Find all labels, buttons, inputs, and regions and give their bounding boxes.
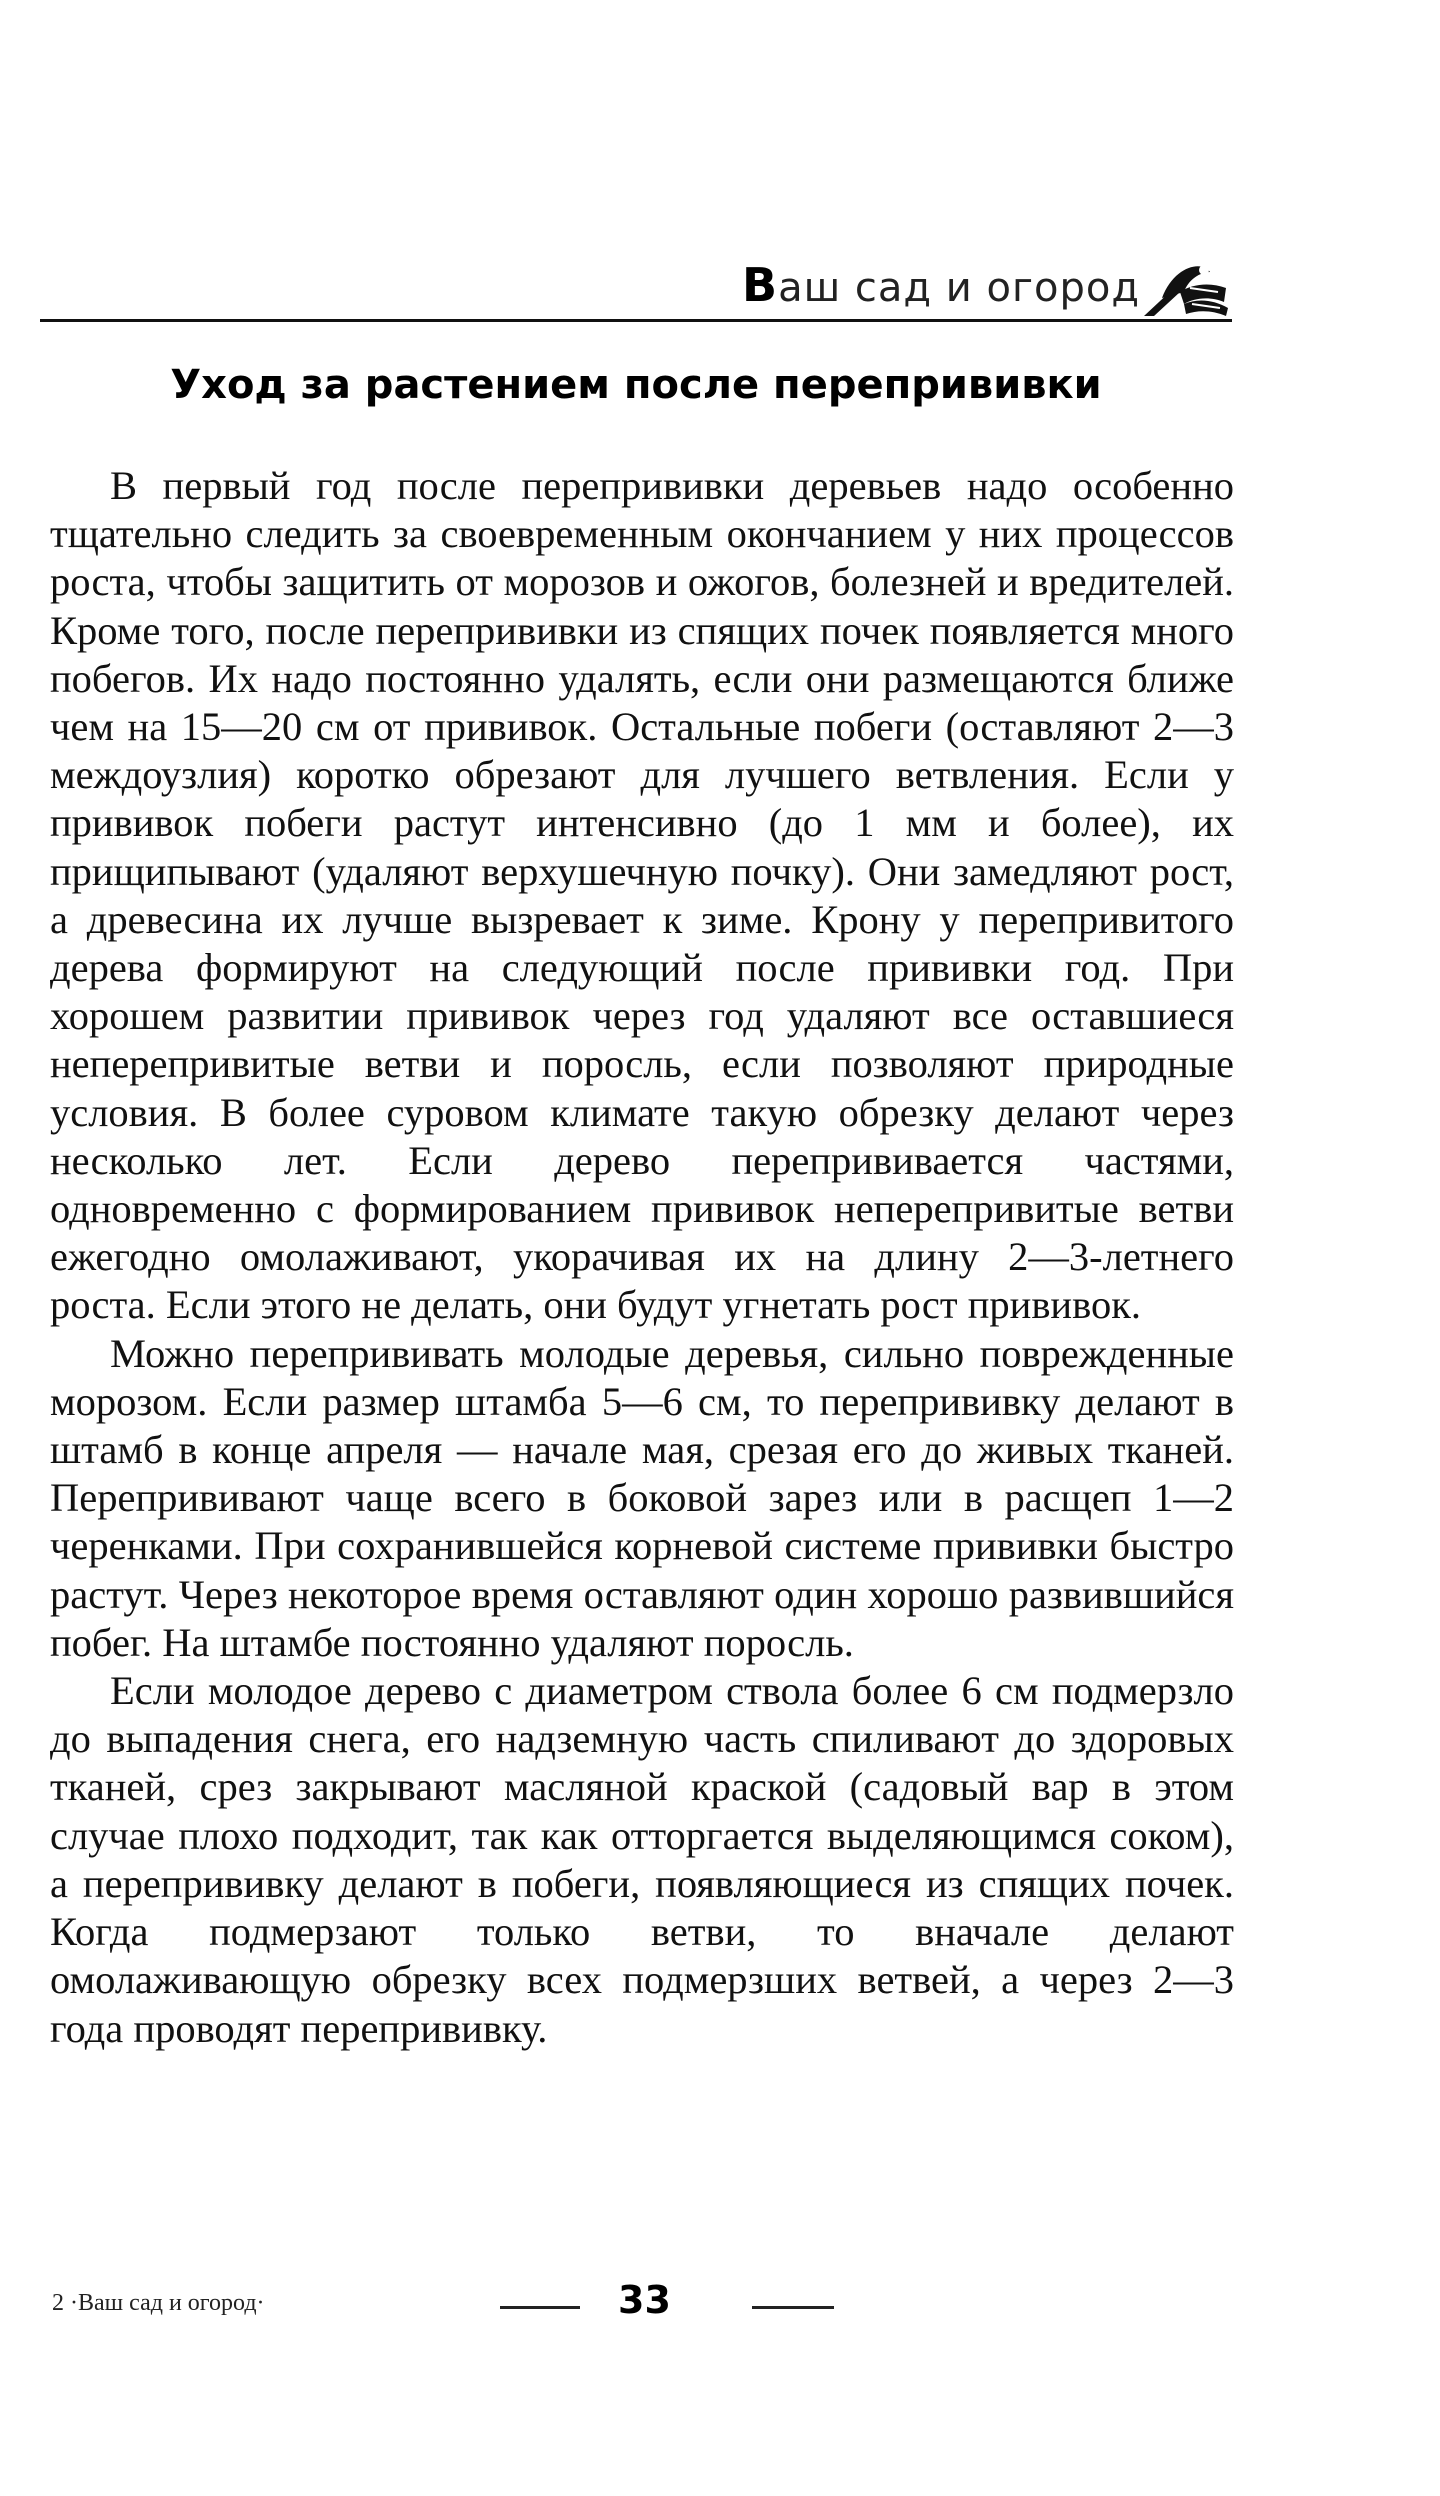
running-head-title: аш сад и огород bbox=[778, 265, 1140, 311]
running-head-text bbox=[742, 258, 1140, 312]
header-rule bbox=[40, 319, 1232, 322]
page-number: 33 bbox=[618, 2278, 671, 2322]
folio-rule-right bbox=[752, 2306, 834, 2309]
printer-signature: 2 ·Ваш сад и огород· bbox=[52, 2290, 265, 2316]
paragraph: Можно перепрививать молодые деревья, сильно поврежденные морозом. Если размер штамба 5—6 см, то перепрививку делают в штамб в конце апреля — начале мая, срезая его до живых тканей. Перепрививают чаще всего в боковой зарез или в расщеп 1—2 черенками. При сохранившейся корневой системе прививки быстро растут. Через некоторое время оставляют один хорошо развившийся побег. На штамбе постоянно удаляют поросль. bbox=[50, 1330, 1234, 1665]
running-head-initial: В bbox=[742, 258, 779, 312]
folio-rule-left bbox=[500, 2306, 580, 2309]
garden-book-logo-icon bbox=[1140, 258, 1232, 320]
body-text bbox=[50, 462, 1234, 2053]
running-head bbox=[40, 252, 1232, 322]
section-title: Уход за растением после перепрививки bbox=[170, 362, 1102, 408]
paragraph: Если молодое дерево с диаметром ствола более 6 см подмерзло до выпадения снега, его надземную часть спиливают до здоровых тканей, срез закрывают масляной краской (садовый вар в этом случае плохо подходит, так как отторгается выделяющимся соком), а перепрививку делают в побеги, появляющиеся из спящих почек. Когда подмерзают только ветви, то вначале делают омолаживающую обрезку всех подмерзших ветвей, а через 2—3 года проводят перепрививку. bbox=[50, 1668, 1234, 2051]
page-footer bbox=[52, 2278, 1232, 2328]
paragraph: В первый год после перепрививки деревьев надо особенно тщательно следить за своевременным окончанием у них процессов роста, чтобы защитить от морозов и ожогов, болезней и вредителей. Кроме того, после перепрививки из спящих почек появляется много побегов. Их надо постоянно удалять, если они размещаются ближе чем на 15—20 см от прививок. Остальные побеги (оставляют 2—3 междоузлия) коротко обрезают для лучшего ветвления. Если у прививок побеги растут интенсивно (до 1 мм и более), их прищипывают (удаляют верхушечную почку). Они замедляют рост, а древесина их лучше вызревает к зиме. Крону у перепривитого дерева формируют на следующий после прививки год. При хорошем развитии прививок через год удаляют все оставшиеся неперепривитые ветви и поросль, если позволяют природные условия. В более суровом климате такую обрезку делают через несколько лет. Если дерево перепрививается частями, одновременно с формированием прививок неперепривитые ветви ежегодно омолаживают, укорачивая их на длину 2—3-летнего роста. Если этого не делать, они будут угнетать рост прививок. bbox=[50, 463, 1234, 1328]
